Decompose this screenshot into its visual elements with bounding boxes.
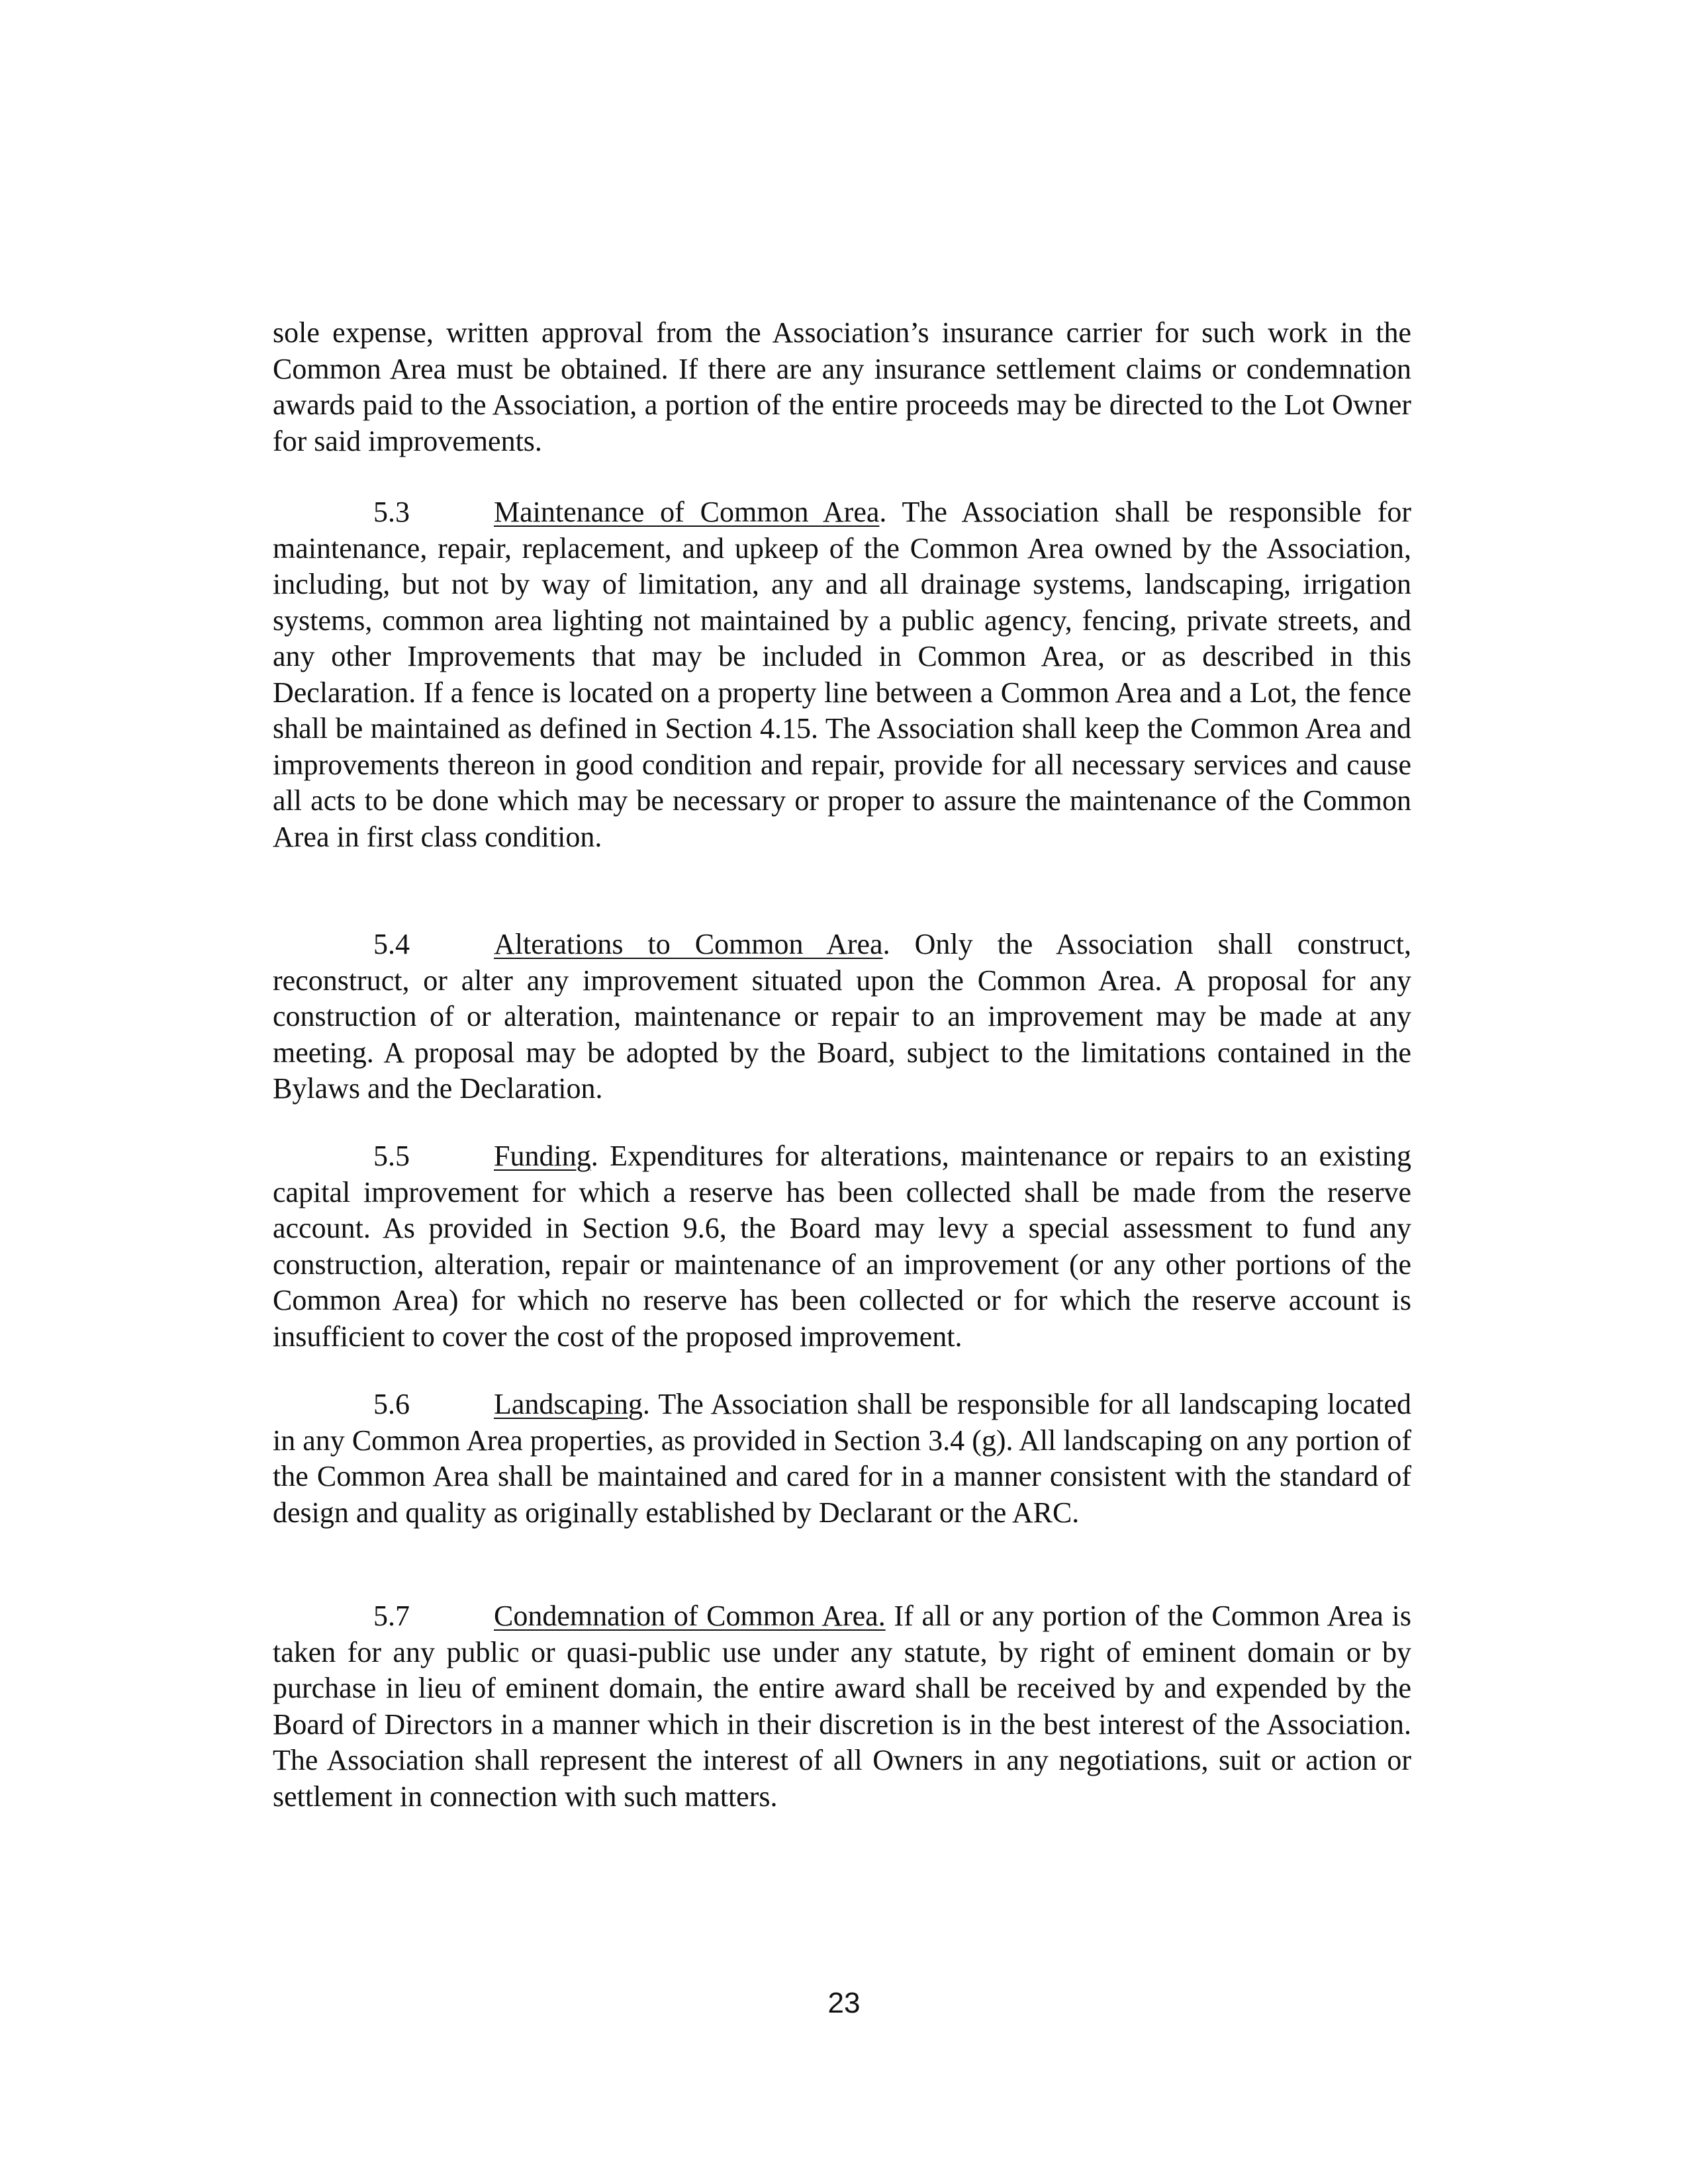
section-body: If all or any portion of the Common Area is taken for any public or quasi-public use under any statute, by right of eminent domain or by purchase in lieu of eminent domain, the entire award shall be received by and expended by the Board of Directors in a manner which in their discretion is in the best interest of the Association. The Association shall represent the interest of all Owners in any negotiations, suit or action or settlement in connection with such matters. — [273, 1600, 1411, 1813]
intro-paragraph: sole expense, written approval from the Association’s insurance carrier for such work in the Common Area must be obtained. If there are any insurance settlement claims or condemnation awards paid to the Association, a portion of the entire proceeds may be directed to the Lot Owner for said improvements. — [273, 316, 1411, 457]
section-5-5 — [273, 1138, 1411, 1355]
section-5-6 — [273, 1387, 1411, 1531]
section-number: 5.4 — [373, 928, 410, 960]
section-heading: Alterations to Common Area — [494, 928, 883, 960]
section-5-4 — [273, 927, 1411, 1107]
section-5-7 — [273, 1598, 1411, 1815]
section-number: 5.6 — [373, 1388, 410, 1420]
section-heading: Funding — [494, 1140, 591, 1172]
section-number: 5.3 — [373, 496, 410, 528]
section-number: 5.5 — [373, 1140, 410, 1172]
section-body: . Only the Association shall construct, reconstruct, or alter any improvement situated upon the Common Area. A proposal for any construction of or alteration, maintenance or repair to an improvement may be made at any meeting. A proposal may be adopted by the Board, subject to the limitations contained in the Bylaws and the Declaration. — [273, 928, 1412, 1105]
section-heading: Condemnation of Common Area. — [494, 1600, 886, 1632]
section-heading: Maintenance of Common Area — [494, 496, 880, 528]
page-number: 23 — [827, 1987, 861, 2019]
section-5-3 — [273, 494, 1411, 855]
section-body: . The Association shall be responsible for all landscaping located in any Common Area properties, as provided in Section 3.4 (g). All landscaping on any portion of the Common Area shall be maintained and cared for in a manner consistent with the standard of design and quality as originally established by Declarant or the ARC. — [273, 1388, 1411, 1529]
section-heading: Landscaping — [494, 1388, 643, 1420]
section-body: . The Association shall be responsible for maintenance, repair, replacement, and upkeep of the Common Area owned by the Association, including, but not by way of limitation, any and all drainage systems, landscaping, irrigation systems, common area lighting not maintained by a public agency, fencing, private streets, and any other Improvements that may be included in Common Area, or as described in this Declaration. If a fence is located on a property line between a Common Area and a Lot, the fence shall be maintained as defined in Section 4.15. The Association shall keep the Common Area and improvements thereon in good condition and repair, provide for all necessary services and cause all acts to be done which may be necessary or proper to assure the maintenance of the Common Area in first class condition. — [273, 496, 1411, 853]
section-body: . Expenditures for alterations, maintenance or repairs to an existing capital improvement for which a reserve has been collected shall be made from the reserve account. As provided in Section 9.6, the Board may levy a special assessment to fund any construction, alteration, repair or maintenance of an improvement (or any other portions of the Common Area) for which no reserve has been collected or for which the reserve account is insufficient to cover the cost of the proposed improvement. — [273, 1140, 1411, 1353]
section-number: 5.7 — [373, 1600, 410, 1632]
